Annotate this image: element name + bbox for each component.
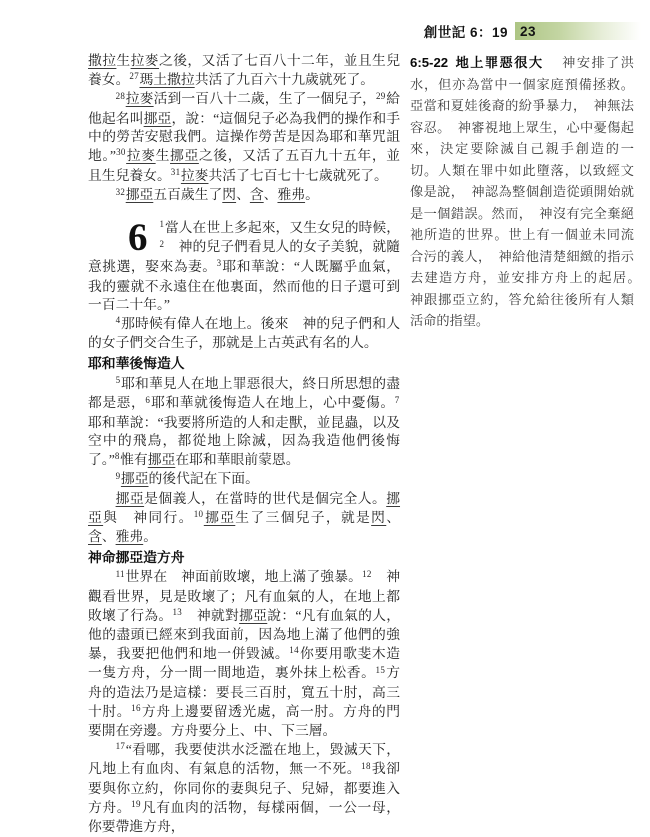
verse-text: 五百歲生了 — [153, 187, 223, 203]
verse-text: 神的兒子們看見人的女子美貌，就隨意挑選，娶來為妻。 — [88, 239, 400, 274]
verse-text: 、 — [386, 509, 401, 525]
proper-name: 拉麥 — [180, 167, 209, 183]
verse-text: 在耶和華眼前蒙恩。 — [175, 451, 300, 467]
verse-text: 方舟上邊要留透光處，高一肘。方舟的門要開在旁邊。方舟要分上、中、下三層。 — [88, 703, 401, 739]
proper-name: 撒拉 — [88, 53, 117, 68]
verse-text: 惟有 — [120, 451, 148, 467]
section-heading: 耶和華後悔造人 — [88, 355, 185, 371]
commentary-column — [410, 52, 648, 837]
running-head — [0, 21, 641, 41]
verse-text: 方舟的造法乃是這樣：要長三百肘，寬五十肘，高三十肘。 — [88, 665, 401, 719]
verse-text: “看哪，我要使洪水泛濫在地上，毀滅天下，凡地上有血肉、有氣息的活物，無一不死。 — [88, 741, 400, 777]
verse-number: 31 — [170, 167, 181, 178]
verse-text: 、 — [101, 529, 116, 545]
proper-name: 挪亞 — [170, 147, 199, 163]
verse-text: 、 — [236, 187, 250, 203]
proper-name: 挪亞 — [147, 451, 176, 467]
commentary-verse-ref: 6:5-22 — [410, 55, 449, 70]
scripture-column — [88, 52, 400, 837]
proper-name: 閃 — [371, 509, 387, 525]
verse-number: 17 — [115, 741, 126, 752]
verse-text: 說：“凡有血氣的人，他的盡頭已經來到我面前，因為地上滿了他們的強暴，我要把他們和地一併毀滅。 — [88, 607, 401, 661]
verse-paragraph — [88, 568, 400, 740]
verse-text: 耶和華就後悔造人在地上，心中憂傷。 — [150, 395, 395, 411]
verse-number: 1 — [159, 219, 165, 230]
verse-text: 與 神同行。 — [103, 509, 194, 525]
verse-text: 耶和華見人在地上罪惡很大，終日所思想的盡都是惡， — [88, 375, 400, 411]
verse-text: 世界在 神面前敗壞，地上滿了強暴。 — [125, 569, 363, 585]
verse-paragraph — [88, 90, 400, 186]
verse-number: 9 — [115, 470, 121, 481]
proper-name: 雅弗 — [277, 187, 306, 203]
verse-number: 8 — [114, 451, 120, 462]
proper-name: 挪亞 — [120, 471, 149, 487]
verse-number: 2 — [159, 238, 165, 249]
verse-text: 耶和華說：“我要將所造的人和走獸，並昆蟲，以及空中的飛鳥，都從地上除滅，因為我造他們後悔了。” — [88, 414, 400, 467]
verse-number: 12 — [362, 568, 372, 579]
commentary-title: 地上罪惡很大 — [454, 55, 544, 70]
verse-text: 的後代記在下面。 — [148, 471, 259, 487]
two-column-content — [88, 52, 648, 837]
proper-name: 挪亞 — [125, 187, 154, 203]
proper-name: 挪亞 — [115, 491, 145, 507]
proper-name: 閃 — [222, 187, 237, 203]
proper-name: 挪亞 — [239, 607, 268, 623]
verse-number: 19 — [131, 799, 141, 810]
verse-text: 共活了七百七十七歲就死了。 — [208, 167, 388, 183]
verse-text: 是個義人，在當時的世代是個完全人。 — [144, 491, 387, 507]
verse-number: 6 — [145, 394, 151, 405]
proper-name: 拉麥 — [126, 147, 156, 163]
verse-text: 。 — [143, 529, 157, 545]
verse-number: 14 — [289, 645, 299, 656]
verse-number: 4 — [115, 315, 121, 326]
verse-number: 11 — [115, 568, 125, 579]
verse-text: 你要用歌斐木造一隻方舟，分一間一間地造，裏外抹上松香。 — [88, 645, 401, 681]
verse-text: 那時候有偉人在地上。後來 神的兒子們和人的女子們交合生子，那就是上古英武有名的人。 — [88, 315, 400, 351]
verse-text: 之後，又活了五百九十五年，並且生兒養女。 — [88, 147, 401, 183]
chapter-number: 6 — [128, 215, 148, 259]
verse-number: 3 — [216, 258, 222, 269]
page-number: 23 — [520, 23, 537, 39]
verse-text: 當人在世上多起來，又生女兒的時候， — [164, 219, 400, 235]
verse-text: 神就對 — [182, 607, 240, 623]
verse-number: 16 — [131, 703, 141, 714]
verse-number: 5 — [115, 375, 121, 385]
verse-paragraph — [88, 490, 400, 547]
section-heading: 神命挪亞造方舟 — [88, 549, 185, 565]
verse-number: 28 — [115, 90, 126, 101]
proper-name: 挪亞 — [143, 110, 172, 126]
verse-text: 給他起名叫 — [88, 91, 401, 126]
verse-number: 15 — [375, 664, 386, 675]
book-reference: 創世記 6：19 — [423, 25, 508, 40]
verse-paragraph — [88, 375, 400, 471]
verse-text: 我卻要與你立約，你同你的妻與兒子、兒婦，都要進入方舟。 — [88, 761, 401, 815]
verse-number: 10 — [193, 509, 204, 520]
verse-number: 27 — [129, 71, 139, 82]
verse-text: 共活了九百六十九歲就死了。 — [194, 71, 375, 87]
verse-text: 活到一百八十二歲，生了一個兒子， — [153, 91, 376, 107]
verse-paragraph — [88, 186, 400, 206]
verse-text: 生 — [116, 53, 131, 68]
verse-number: 30 — [116, 147, 126, 158]
verse-paragraph — [88, 52, 400, 90]
page-number-tab — [515, 22, 641, 40]
verse-number: 13 — [172, 607, 183, 618]
proper-name: 挪亞 — [203, 509, 236, 525]
verse-text: 之後，又活了七百八十二年，並且生兒養女。 — [88, 53, 401, 87]
chapter-opening-paragraph — [88, 215, 401, 315]
proper-name: 含 — [249, 187, 264, 203]
proper-name: 挪亞 — [88, 491, 401, 525]
verse-number: 7 — [394, 394, 400, 405]
verse-text: 生了三個兒子，就是 — [235, 509, 372, 525]
verse-text: 神觀看世界，見是敗壞了；凡有血氣的人，在地上都敗壞了行為。 — [88, 569, 401, 623]
proper-name: 瑪土撒拉 — [139, 71, 195, 87]
proper-name: 雅弗 — [115, 529, 144, 545]
verse-text: 。 — [305, 187, 319, 203]
verse-number: 32 — [115, 186, 126, 197]
proper-name: 拉麥 — [130, 53, 160, 68]
verse-text: 凡有血肉的活物，每樣兩個，一公一母，你要帶進方舟， — [88, 799, 401, 835]
verse-text: 生 — [155, 147, 171, 163]
verse-text: 耶和華說：“人既屬乎血氣，我的靈就不永遠住在他裏面，然而他的日子還可到一百二十年。” — [88, 258, 401, 313]
proper-name: 含 — [88, 529, 102, 545]
verse-paragraph — [88, 315, 400, 353]
commentary-body: 神安排了洪水，但亦為當中一個家庭預備拯救。亞當和夏娃後裔的紛爭暴力， 神無法容忍。 神審視地上眾生，心中憂傷起來，決定要除滅自己親手創造的一切。人類在罪中如此墮落，以致經文像是說， 神認為整個創造從頭開始就是一個錯誤。然而， 神沒有完全棄絕祂所造的世界。世上有一個並未同流合污的義人， 神給他清楚細緻的指示去建造方舟，並安排方舟上的起居。 神跟挪亞立約，答允給往後所有人類活命的指望。 — [410, 55, 648, 328]
verse-text: ，說：“這個兒子必為我們的操作和手中的勞苦安慰我們。這操作勞苦是因為耶和華咒詛地。” — [88, 110, 401, 163]
verse-text: 、 — [263, 187, 278, 203]
verse-paragraph — [88, 470, 400, 490]
verse-number: 29 — [376, 90, 386, 101]
verse-paragraph — [88, 741, 400, 837]
verse-number: 18 — [361, 760, 371, 771]
proper-name: 拉麥 — [125, 91, 154, 107]
